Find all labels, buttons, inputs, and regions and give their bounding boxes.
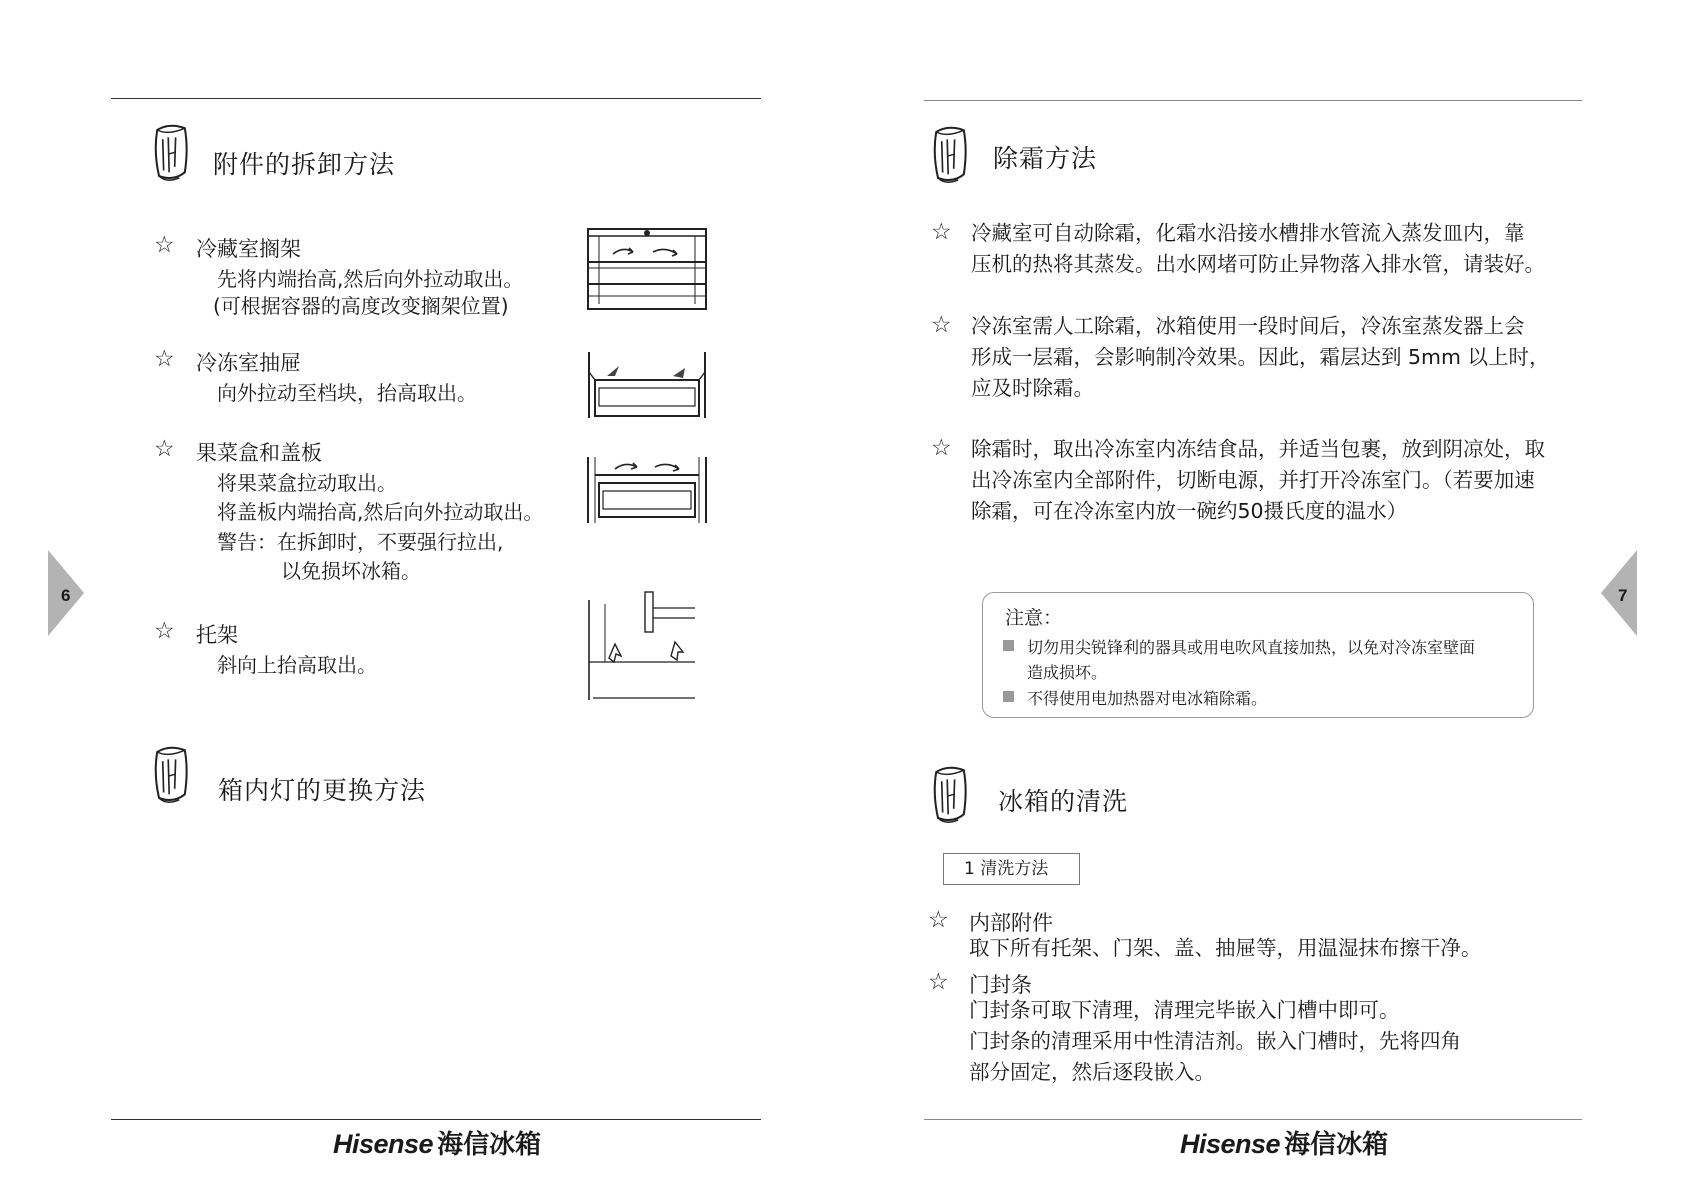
crisper-box-illustration — [585, 455, 709, 525]
item-text: 将盖板内端抬高,然后向外拉动取出。 — [217, 500, 544, 524]
paragraph-line: 部分固定，然后逐段嵌入。 — [969, 1060, 1215, 1084]
item-text: 先将内端抬高,然后向外拉动取出。 — [217, 267, 524, 291]
subsection-label: 1 清洗方法 — [943, 853, 1080, 885]
section-title-light-replacement: 箱内灯的更换方法 — [218, 776, 427, 805]
section-title-accessories: 附件的拆卸方法 — [213, 150, 396, 179]
star-icon: ☆ — [154, 232, 175, 258]
fridge-section-icon — [927, 762, 973, 828]
item-title: 托架 — [196, 623, 238, 647]
caution-text: 造成损坏。 — [1027, 663, 1108, 682]
caution-text: 不得使用电加热器对电冰箱除霜。 — [1027, 689, 1268, 708]
star-icon: ☆ — [154, 346, 175, 372]
page-number: 7 — [1618, 586, 1628, 605]
left-top-rule — [111, 98, 761, 99]
item-title: 门封条 — [969, 973, 1032, 997]
item-title: 冷冻室抽屉 — [196, 351, 301, 375]
fridge-section-icon — [148, 120, 194, 186]
star-icon: ☆ — [154, 436, 175, 462]
fridge-section-icon — [927, 122, 973, 188]
item-text: 斜向上抬高取出。 — [217, 653, 377, 677]
right-bottom-rule — [924, 1119, 1582, 1120]
brand-logo-text: Hisense — [333, 1129, 434, 1159]
star-icon: ☆ — [931, 435, 952, 461]
paragraph-line: 取下所有托架、门架、盖、抽屉等，用温湿抹布擦干净。 — [969, 936, 1482, 960]
paragraph-line: 形成一层霜，会影响制冷效果。因此，霜层达到 5mm 以上时， — [971, 345, 1550, 369]
star-icon: ☆ — [931, 219, 952, 245]
bullet-square-icon — [1003, 691, 1014, 702]
paragraph-line: 门封条可取下清理，清理完毕嵌入门槽中即可。 — [969, 998, 1400, 1022]
paragraph-line: 冷冻室需人工除霜，冰箱使用一段时间后，冷冻室蒸发器上会 — [971, 314, 1525, 338]
paragraph-line: 压机的热将其蒸发。出水网堵可防止异物落入排水管，请装好。 — [971, 252, 1545, 276]
bracket-illustration — [585, 590, 697, 702]
warning-text: 以免损坏冰箱。 — [281, 559, 421, 583]
paragraph-line: 冷藏室可自动除霜，化霜水沿接水槽排水管流入蒸发皿内，靠 — [971, 221, 1525, 245]
paragraph-line: 门封条的清理采用中性清洁剂。嵌入门槽时，先将四角 — [969, 1029, 1461, 1053]
brand-logo — [1180, 1124, 1388, 1161]
bullet-square-icon — [1003, 640, 1014, 651]
item-text: 将果菜盒拉动取出。 — [217, 471, 397, 495]
fridge-shelf-illustration — [585, 226, 709, 312]
warning-text: 警告：在拆卸时，不要强行拉出, — [217, 530, 504, 554]
star-icon: ☆ — [154, 618, 175, 644]
left-bottom-rule — [111, 1119, 761, 1120]
page-number: 6 — [61, 586, 71, 605]
caution-title: 注意： — [1005, 607, 1063, 629]
brand-logo — [333, 1124, 541, 1161]
star-icon: ☆ — [928, 907, 949, 933]
item-title: 果菜盒和盖板 — [196, 441, 322, 465]
paragraph-line: 除霜，可在冷冻室内放一碗约50摄氏度的温水） — [971, 499, 1408, 523]
item-text: (可根据容器的高度改变搁架位置) — [213, 294, 509, 318]
paragraph-line: 除霜时，取出冷冻室内冻结食品，并适当包裹，放到阴凉处，取 — [971, 437, 1545, 461]
item-text: 向外拉动至档块，抬高取出。 — [217, 381, 477, 405]
star-icon: ☆ — [931, 312, 952, 338]
caution-box — [982, 592, 1534, 718]
brand-logo-cn: 海信冰箱 — [437, 1130, 542, 1160]
brand-logo-text: Hisense — [1180, 1129, 1281, 1159]
caution-text: 切勿用尖锐锋利的器具或用电吹风直接加热，以免对冷冻室壁面 — [1027, 638, 1476, 657]
section-title-cleaning: 冰箱的清洗 — [998, 787, 1129, 816]
freezer-drawer-illustration — [585, 350, 709, 420]
paragraph-line: 出冷冻室内全部附件，切断电源，并打开冷冻室门。（若要加速 — [971, 468, 1535, 492]
right-top-rule — [924, 100, 1582, 101]
paragraph-line: 应及时除霜。 — [971, 376, 1094, 400]
star-icon: ☆ — [928, 969, 949, 995]
brand-logo-cn: 海信冰箱 — [1284, 1130, 1389, 1160]
item-title: 冷藏室搁架 — [196, 237, 301, 261]
item-title: 内部附件 — [969, 911, 1053, 935]
section-title-defrost: 除霜方法 — [993, 144, 1098, 173]
fridge-section-icon — [148, 742, 194, 808]
